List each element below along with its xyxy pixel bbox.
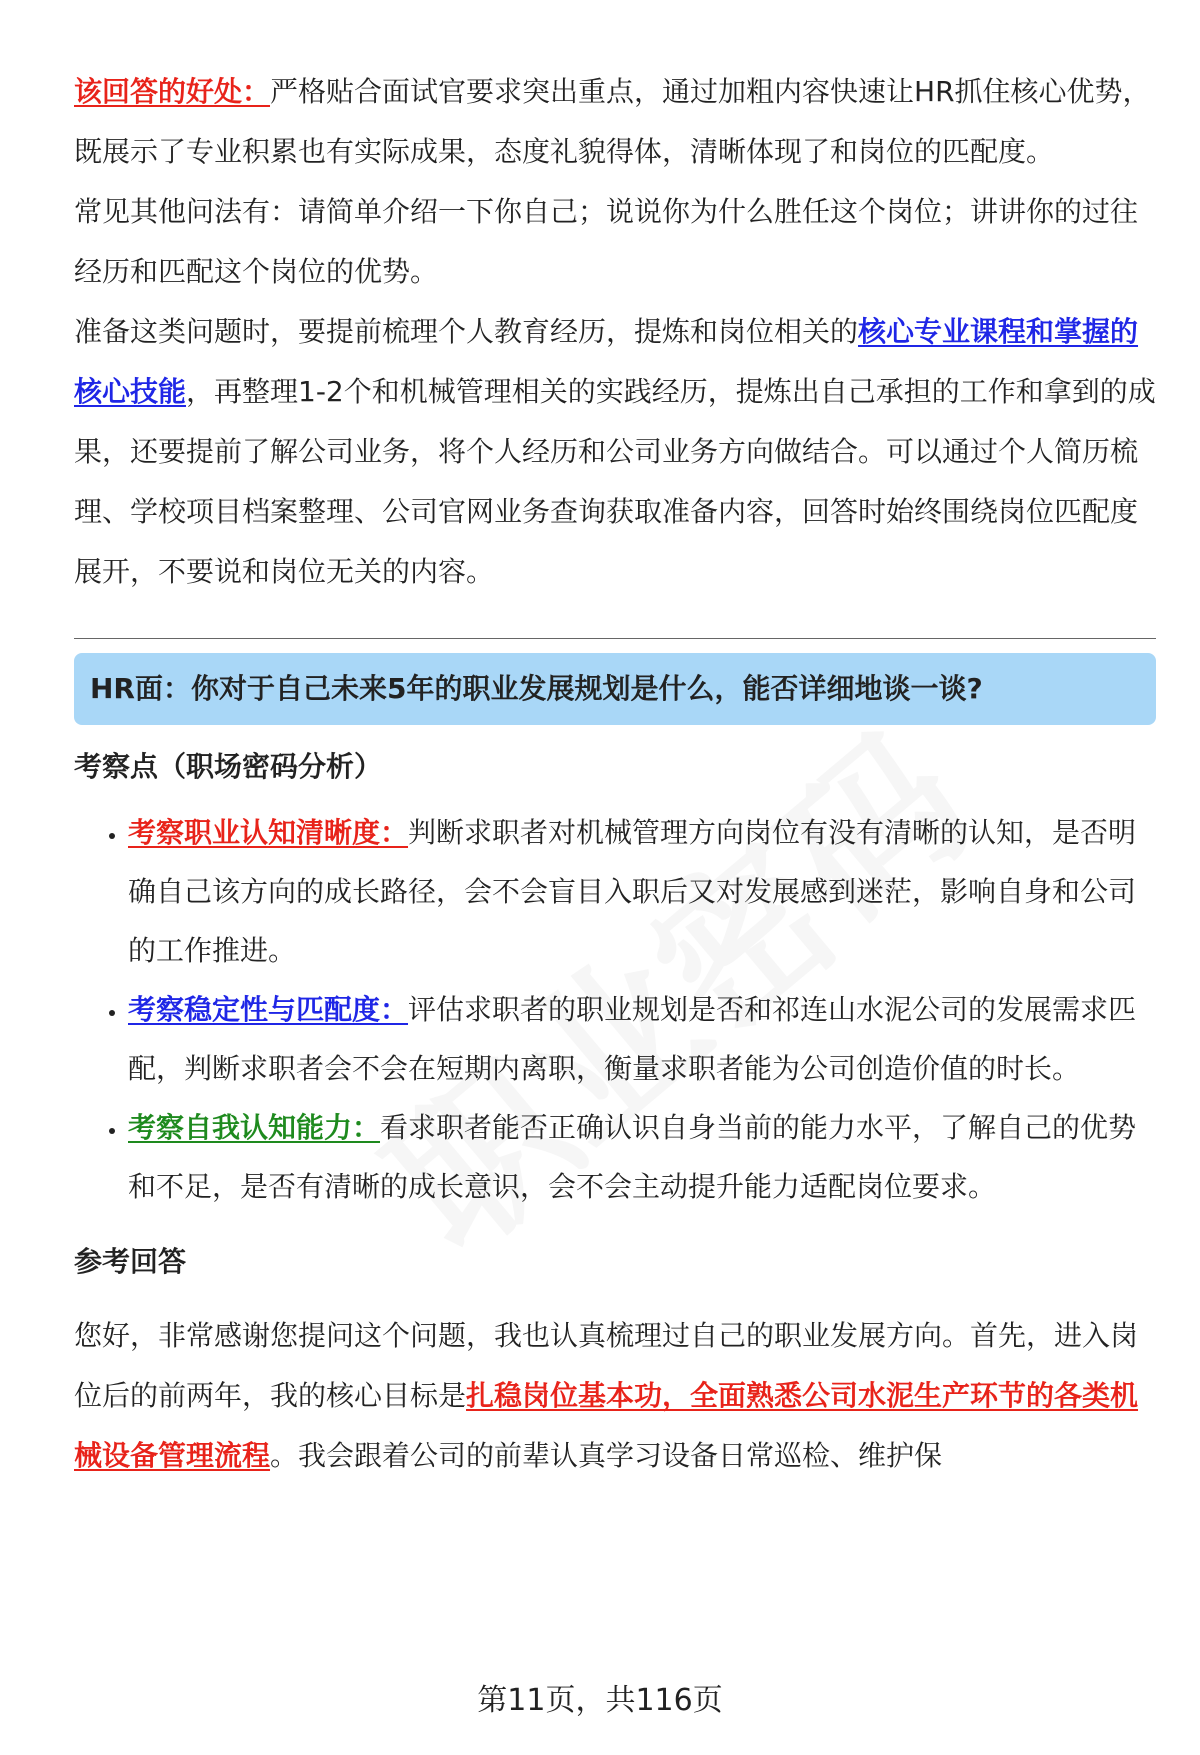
prep-highlight: 核心专业课程和掌握的核心技能 [74, 315, 1139, 408]
benefit-label: 该回答的好处： [74, 75, 271, 108]
page-number: 第11页，共116页 [477, 1683, 723, 1718]
document-page [74, 62, 1156, 1486]
analysis-heading: 考察点（职场密码分析） [74, 750, 383, 783]
analysis-item-label: 考察自我认知能力： [128, 1111, 381, 1144]
prep-text-1: 准备这类问题时，要提前梳理个人教育经历，提炼和岗位相关的 [74, 315, 859, 348]
analysis-item-text: 判断求职者对机械管理方向岗位有没有清晰的认知，是否明确自己该方向的成长路径，会不会盲目入职后又对发展感到迷茫，影响自身和公司的工作推进。 [128, 816, 1137, 967]
prep-text-2: ，再整理1-2个和机械管理相关的实践经历，提炼出自己承担的工作和拿到的成果，还要提前了解公司业务，将个人经历和公司业务方向做结合。可以通过个人简历梳理、学校项目档案整理、公司官网业务查询获取准备内容，回答时始终围绕岗位匹配度展开，不要说和岗位无关的内容。 [74, 375, 1156, 588]
analysis-list [74, 803, 1156, 1216]
benefit-text: 严格贴合面试官要求突出重点，通过加粗内容快速让HR抓住核心优势，既展示了专业积累也有实际成果，态度礼貌得体，清晰体现了和岗位的匹配度。 [74, 75, 1151, 168]
preparation-paragraph [74, 302, 1156, 602]
list-item [128, 803, 1156, 980]
question-text: HR面：你对于自己未来5年的职业发展规划是什么，能否详细地谈一谈? [90, 672, 983, 705]
other-questions-paragraph: 常见其他问法有：请简单介绍一下你自己；说说你为什么胜任这个岗位；讲讲你的过往经历和匹配这个岗位的优势。 [74, 195, 1139, 288]
section-divider [74, 638, 1156, 639]
analysis-item-text: 评估求职者的职业规划是否和祁连山水泥公司的发展需求匹配，判断求职者会不会在短期内离职，衡量求职者能为公司创造价值的时长。 [128, 993, 1137, 1085]
analysis-item-text: 看求职者能否正确认识自身当前的能力水平，了解自己的优势和不足，是否有清晰的成长意识，会不会主动提升能力适配岗位要求。 [128, 1111, 1137, 1203]
list-item [128, 1098, 1156, 1216]
question-box [74, 653, 1156, 725]
list-item [128, 980, 1156, 1098]
answer-heading: 参考回答 [74, 1245, 187, 1278]
analysis-item-label: 考察稳定性与匹配度： [128, 993, 409, 1026]
analysis-item-label: 考察职业认知清晰度： [128, 816, 409, 849]
answer-text-2: 。我会跟着公司的前辈认真学习设备日常巡检、维护保 [270, 1439, 943, 1472]
answer-highlight: 扎稳岗位基本功，全面熟悉公司水泥生产环节的各类机械设备管理流程 [74, 1379, 1139, 1472]
benefit-paragraph [74, 62, 1156, 182]
answer-text-1: 您好，非常感谢您提问这个问题，我也认真梳理过自己的职业发展方向。首先，进入岗位后的前两年，我的核心目标是 [74, 1319, 1139, 1412]
answer-paragraph [74, 1306, 1156, 1486]
